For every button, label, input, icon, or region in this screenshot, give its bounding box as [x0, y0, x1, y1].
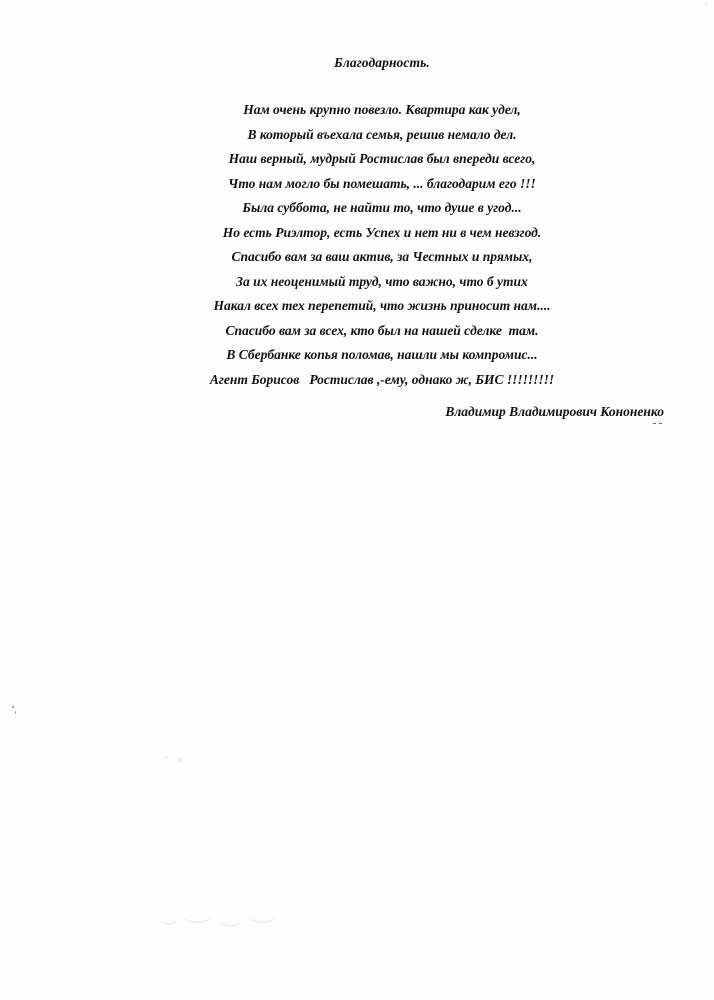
- poem-line: Наш верный, мудрый Ростислав был впереди всего,: [228, 151, 536, 166]
- poem-line: Нам очень крупно повезло. Квартира как удел,: [243, 102, 521, 117]
- poem-line: В Сбербанке копья поломав, нашли мы компромис...: [226, 347, 538, 362]
- document-title: Благодарность.: [334, 55, 430, 70]
- poem-line: В который въехала семья, решив немало дел.: [247, 126, 517, 142]
- reverse-side-bleed: [160, 895, 280, 935]
- poem-line: Накал всех тех перепетий, что жизнь приносит нам....: [213, 298, 551, 313]
- poem-body: [0, 98, 714, 392]
- poem-line: За их неоценимый труд, что важно, что б утих: [236, 273, 528, 289]
- poem-line: Что нам могло бы помешать, ... благодарим его !!!: [228, 175, 536, 191]
- poem-line: Агент Борисов Ростислав ,-ему, однако ж, БИС !!!!!!!!!: [209, 371, 555, 387]
- poem-line: Спасибо вам за всех, кто был на нашей сделке там.: [225, 322, 539, 338]
- signature-mark: [653, 423, 662, 425]
- poem-line: Но есть Риэлтор, есть Успех и нет ни в чем невзгод.: [222, 224, 542, 240]
- signature-name: Владимир Владимирович Кононенко: [445, 404, 664, 419]
- poem-line: Спасибо вам за ваш актив, за Честных и прямых,: [231, 249, 533, 264]
- poem-line: Была суббота, не найти то, что душе в угод...: [242, 200, 522, 215]
